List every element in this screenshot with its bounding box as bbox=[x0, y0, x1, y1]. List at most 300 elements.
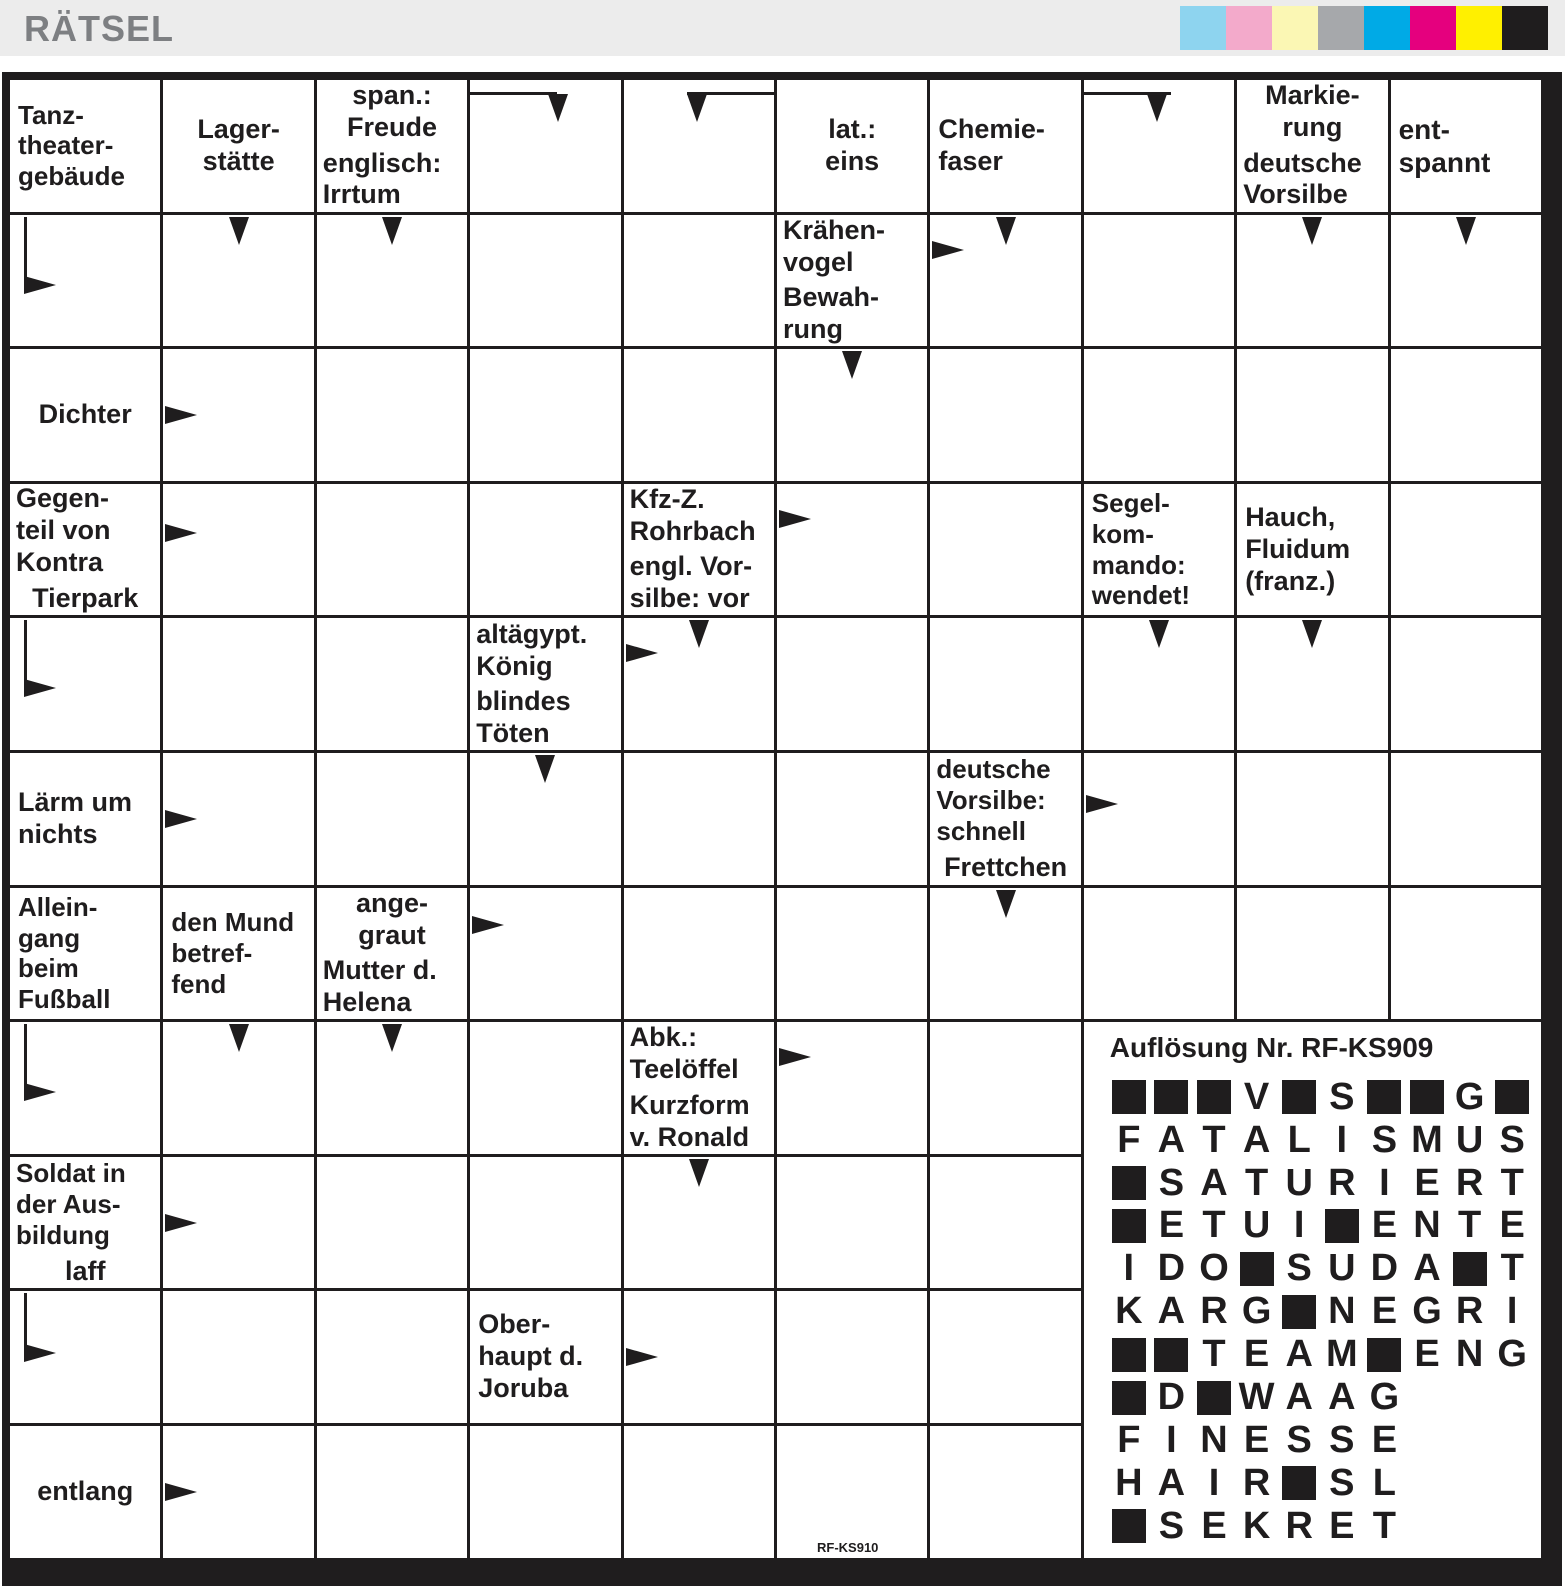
crossword-grid bbox=[2, 72, 1562, 1586]
down-arrow-icon bbox=[1147, 94, 1167, 122]
solution-letter: T bbox=[1500, 1247, 1524, 1290]
solution-letter: M bbox=[1411, 1118, 1443, 1161]
clue-text: den Mund bbox=[171, 907, 295, 938]
clue-text: betref- bbox=[171, 938, 253, 969]
solution-block bbox=[1363, 1076, 1405, 1118]
clue-text: altägypt. bbox=[476, 618, 588, 649]
right-arrow-icon bbox=[779, 510, 811, 528]
clue-text: graut bbox=[358, 919, 426, 950]
solution-letter: K bbox=[1115, 1290, 1143, 1333]
solution-letter: S bbox=[1158, 1161, 1185, 1204]
solution-letter: E bbox=[1329, 1504, 1355, 1547]
solution-letter: N bbox=[1200, 1418, 1228, 1461]
solution-letter: R bbox=[1242, 1461, 1271, 1504]
clue-cell bbox=[163, 888, 313, 1020]
solution-letter: S bbox=[1499, 1118, 1525, 1161]
down-arrow-icon bbox=[996, 890, 1016, 918]
solution-block bbox=[1108, 1205, 1150, 1247]
clue-text: haupt d. bbox=[478, 1341, 584, 1372]
grid-cell bbox=[777, 753, 927, 885]
right-arrow-icon bbox=[165, 1214, 197, 1232]
grid-cell bbox=[470, 1426, 620, 1558]
solution-letter: E bbox=[1414, 1333, 1440, 1376]
arrow-stem bbox=[24, 217, 27, 285]
clue-text: Freude bbox=[346, 112, 437, 143]
clue-text: Allein- bbox=[18, 892, 98, 923]
down-arrow-icon bbox=[229, 1024, 249, 1052]
grid-cell bbox=[470, 484, 620, 616]
clue-text: mando: bbox=[1091, 549, 1186, 580]
clue-cell bbox=[10, 484, 160, 579]
arrow-stem bbox=[24, 620, 27, 688]
solution-block bbox=[1406, 1076, 1448, 1118]
clue-text: ent- bbox=[1398, 113, 1450, 145]
down-arrow-icon bbox=[535, 755, 555, 783]
solution-block bbox=[1278, 1462, 1320, 1504]
color-swatch bbox=[1364, 6, 1410, 50]
grid-cell bbox=[930, 1426, 1080, 1558]
clue-cell bbox=[317, 955, 467, 1019]
solution-letter: S bbox=[1158, 1504, 1185, 1547]
solution-letter: E bbox=[1201, 1504, 1227, 1547]
clue-text: Hauch, bbox=[1245, 501, 1336, 532]
clue-cell bbox=[624, 1090, 774, 1154]
solution-letter: O bbox=[1199, 1247, 1229, 1290]
grid-cell bbox=[317, 618, 467, 750]
clue-text: Töten bbox=[476, 717, 550, 748]
solution-letter: D bbox=[1157, 1376, 1186, 1418]
solution-block bbox=[1278, 1076, 1320, 1118]
clue-text: spannt bbox=[1398, 146, 1491, 178]
grid-cell bbox=[624, 215, 774, 347]
clue-text: Lärm um bbox=[18, 786, 133, 817]
down-arrow-icon bbox=[382, 217, 402, 245]
clue-text: Ober- bbox=[478, 1309, 551, 1340]
solution-letter: S bbox=[1329, 1075, 1355, 1118]
clue-text: faser bbox=[938, 145, 1003, 176]
solution-title: Auflösung Nr. RF-KS909 bbox=[1109, 1032, 1434, 1064]
arrow-stem bbox=[24, 1024, 27, 1092]
grid-cell bbox=[317, 1291, 467, 1423]
solution-letter: E bbox=[1371, 1204, 1398, 1247]
clue-text: nichts bbox=[18, 818, 98, 849]
clue-text: engl. Vor- bbox=[629, 551, 753, 582]
clue-text: teil von bbox=[16, 515, 111, 546]
solution-letter: A bbox=[1328, 1376, 1356, 1418]
color-swatch bbox=[1502, 6, 1548, 50]
clue-text: Markie- bbox=[1265, 80, 1360, 111]
grid-cell bbox=[317, 484, 467, 616]
clue-text: eins bbox=[825, 145, 880, 176]
clue-text: stätte bbox=[202, 145, 275, 176]
clue-text: schnell bbox=[936, 815, 1026, 846]
clue-cell bbox=[624, 551, 774, 615]
clue-text: Fußball bbox=[18, 984, 111, 1015]
arrow-stem bbox=[687, 92, 774, 95]
solution-letter: N bbox=[1328, 1290, 1356, 1333]
down-arrow-icon bbox=[1302, 620, 1322, 648]
solution-letter: S bbox=[1286, 1247, 1312, 1290]
grid-cell bbox=[1237, 888, 1387, 1020]
solution-letter: G bbox=[1412, 1290, 1442, 1333]
grid-cell bbox=[470, 349, 620, 481]
clue-cell bbox=[930, 80, 1080, 212]
down-arrow-icon bbox=[1149, 620, 1169, 648]
grid-cell bbox=[624, 753, 774, 885]
down-arrow-icon bbox=[1456, 217, 1476, 245]
clue-text: wendet! bbox=[1091, 580, 1191, 611]
solution-letter: U bbox=[1285, 1161, 1313, 1204]
clue-text: Frettchen bbox=[944, 851, 1068, 882]
grid-cell bbox=[930, 1022, 1080, 1154]
right-arrow-icon bbox=[932, 241, 964, 259]
solution-letter: A bbox=[1242, 1118, 1271, 1161]
clue-text: fend bbox=[171, 968, 227, 999]
clue-text: deutsche bbox=[936, 754, 1051, 785]
clue-text: v. Ronald bbox=[629, 1121, 750, 1152]
grid-cell bbox=[470, 80, 620, 212]
clue-cell bbox=[777, 80, 927, 212]
clue-text: Tanz- bbox=[18, 99, 84, 130]
down-arrow-icon bbox=[229, 217, 249, 245]
solution-letter: S bbox=[1329, 1461, 1355, 1504]
solution-letter: L bbox=[1287, 1118, 1311, 1161]
clue-cell bbox=[317, 80, 467, 144]
grid-cell bbox=[624, 349, 774, 481]
solution-block bbox=[1193, 1076, 1235, 1118]
color-swatch bbox=[1226, 6, 1272, 50]
solution-letter: I bbox=[1293, 1204, 1305, 1247]
solution-block bbox=[1108, 1162, 1150, 1204]
clue-text: vogel bbox=[783, 246, 854, 277]
clue-cell bbox=[10, 1255, 160, 1289]
grid-cell bbox=[777, 1291, 927, 1423]
solution-letter: T bbox=[1372, 1504, 1396, 1547]
header-bar bbox=[0, 0, 1565, 56]
clue-text: blindes bbox=[476, 685, 571, 716]
clue-cell bbox=[317, 147, 467, 211]
grid-cell bbox=[470, 215, 620, 347]
puzzle-code: RF-KS910 bbox=[817, 1539, 879, 1555]
grid-cell bbox=[470, 1157, 620, 1289]
clue-text: ange- bbox=[355, 887, 428, 918]
clue-text: rung bbox=[783, 314, 843, 345]
solution-letter: U bbox=[1328, 1247, 1356, 1290]
solution-block bbox=[1108, 1076, 1150, 1118]
clue-cell bbox=[1237, 80, 1387, 144]
grid-cell bbox=[1084, 753, 1234, 885]
clue-cell bbox=[10, 582, 160, 616]
solution-letter: E bbox=[1499, 1204, 1525, 1247]
grid-cell bbox=[930, 349, 1080, 481]
solution-letter: I bbox=[1336, 1118, 1348, 1161]
clue-text: Dichter bbox=[38, 399, 132, 430]
solution-letter: E bbox=[1158, 1204, 1185, 1247]
color-swatch bbox=[1272, 6, 1318, 50]
clue-text: (franz.) bbox=[1245, 565, 1336, 596]
grid-cell bbox=[777, 888, 927, 1020]
solution-letter: H bbox=[1115, 1461, 1143, 1504]
clue-text: Kontra bbox=[16, 547, 103, 578]
clue-text: Krähen- bbox=[783, 214, 886, 245]
right-arrow-icon bbox=[24, 276, 56, 294]
clue-text: theater- bbox=[18, 130, 114, 161]
clue-text: span.: bbox=[352, 80, 432, 111]
grid-cell bbox=[777, 1157, 927, 1289]
clue-text: Lager- bbox=[197, 113, 280, 144]
grid-cell bbox=[777, 618, 927, 750]
solution-letter: A bbox=[1413, 1247, 1441, 1290]
solution-letter: I bbox=[1208, 1461, 1220, 1504]
clue-cell bbox=[624, 484, 774, 548]
grid-cell bbox=[163, 484, 313, 616]
grid-cell bbox=[930, 1291, 1080, 1423]
solution-letter: I bbox=[1166, 1418, 1177, 1461]
grid-cell bbox=[1391, 349, 1541, 481]
clue-cell bbox=[317, 888, 467, 952]
solution-block bbox=[1108, 1334, 1150, 1376]
clue-text: Joruba bbox=[478, 1373, 569, 1404]
solution-letter: G bbox=[1497, 1333, 1527, 1376]
color-swatch bbox=[1410, 6, 1456, 50]
grid-cell bbox=[1391, 753, 1541, 885]
clue-cell bbox=[1237, 484, 1387, 616]
right-arrow-icon bbox=[165, 810, 197, 828]
clue-cell bbox=[10, 1157, 160, 1252]
right-arrow-icon bbox=[24, 1344, 56, 1362]
clue-cell bbox=[10, 349, 160, 481]
solution-letter: A bbox=[1157, 1461, 1186, 1504]
clue-cell bbox=[624, 1022, 774, 1086]
clue-cell bbox=[10, 1426, 160, 1558]
solution-block bbox=[1150, 1076, 1192, 1118]
clue-cell bbox=[163, 80, 313, 212]
grid-cell bbox=[317, 1426, 467, 1558]
clue-text: gang bbox=[18, 922, 81, 953]
clue-text: Mutter d. bbox=[322, 955, 437, 986]
clue-text: beim bbox=[18, 953, 79, 984]
clue-text: rung bbox=[1282, 112, 1343, 143]
solution-letter: R bbox=[1285, 1504, 1313, 1547]
grid-cell bbox=[930, 484, 1080, 616]
right-arrow-icon bbox=[165, 1483, 197, 1501]
grid-cell bbox=[163, 618, 313, 750]
clue-text: Kurzform bbox=[629, 1089, 750, 1120]
clue-text: lat.: bbox=[828, 113, 877, 144]
clue-text: Fluidum bbox=[1245, 533, 1351, 564]
grid-cell bbox=[163, 1291, 313, 1423]
solution-letter: A bbox=[1285, 1333, 1313, 1376]
clue-text: Soldat in bbox=[16, 1158, 126, 1189]
solution-block bbox=[1108, 1377, 1150, 1419]
solution-block bbox=[1321, 1205, 1363, 1247]
grid-cell bbox=[470, 1022, 620, 1154]
solution-letter: T bbox=[1244, 1161, 1269, 1204]
grid-cell bbox=[1391, 888, 1541, 1020]
solution-letter: D bbox=[1370, 1247, 1399, 1290]
solution-letter: R bbox=[1455, 1290, 1484, 1333]
clue-text: Tierpark bbox=[32, 582, 139, 613]
solution-block bbox=[1449, 1248, 1491, 1290]
clue-cell bbox=[470, 686, 620, 750]
down-arrow-icon bbox=[996, 217, 1016, 245]
grid-cell bbox=[777, 484, 927, 616]
color-swatch bbox=[1456, 6, 1502, 50]
down-arrow-icon bbox=[1302, 217, 1322, 245]
clue-text: englisch: bbox=[322, 147, 442, 178]
right-arrow-icon bbox=[1086, 795, 1118, 813]
solution-letter: E bbox=[1243, 1418, 1270, 1461]
solution-letter: F bbox=[1117, 1418, 1141, 1461]
grid-cell bbox=[624, 888, 774, 1020]
solution-letter: G bbox=[1454, 1075, 1485, 1118]
clue-text: Irrtum bbox=[322, 179, 401, 210]
solution-letter: E bbox=[1414, 1161, 1440, 1204]
grid-cell bbox=[777, 1022, 927, 1154]
solution-letter: K bbox=[1242, 1504, 1271, 1547]
right-arrow-icon bbox=[626, 644, 658, 662]
solution-letter: A bbox=[1285, 1376, 1313, 1418]
clue-text: Vorsilbe: bbox=[936, 785, 1046, 816]
clue-text: Chemie- bbox=[938, 113, 1045, 144]
solution-letter: I bbox=[1379, 1161, 1390, 1204]
grid-cell bbox=[1391, 618, 1541, 750]
right-arrow-icon bbox=[165, 524, 197, 542]
solution-letter: F bbox=[1117, 1118, 1141, 1161]
clue-text: Abk.: bbox=[629, 1022, 698, 1053]
solution-letter: T bbox=[1457, 1204, 1482, 1247]
clue-text: Kfz-Z. bbox=[629, 484, 705, 515]
solution-letter: A bbox=[1157, 1290, 1186, 1333]
solution-letter: U bbox=[1455, 1118, 1484, 1161]
clue-cell bbox=[10, 80, 160, 212]
solution-letter: G bbox=[1369, 1376, 1400, 1418]
page-title: RÄTSEL bbox=[24, 8, 174, 49]
down-arrow-icon bbox=[382, 1024, 402, 1052]
clue-text: bildung bbox=[16, 1219, 110, 1250]
down-arrow-icon bbox=[689, 1159, 709, 1187]
solution-letter: S bbox=[1286, 1418, 1312, 1461]
solution-block bbox=[1491, 1076, 1533, 1118]
solution-letter: U bbox=[1242, 1204, 1271, 1247]
solution-letter: R bbox=[1455, 1161, 1484, 1204]
clue-cell bbox=[930, 851, 1080, 885]
solution-letter: E bbox=[1371, 1418, 1398, 1461]
color-swatch bbox=[1318, 6, 1364, 50]
down-arrow-icon bbox=[842, 351, 862, 379]
grid-cell bbox=[317, 349, 467, 481]
clue-cell bbox=[10, 753, 160, 885]
clue-text: laff bbox=[64, 1255, 106, 1286]
clue-text: Vorsilbe bbox=[1243, 179, 1348, 210]
right-arrow-icon bbox=[779, 1048, 811, 1066]
clue-text: silbe: vor bbox=[629, 583, 750, 614]
solution-letter: I bbox=[1506, 1290, 1518, 1333]
clue-text: König bbox=[476, 650, 553, 681]
solution-letter: E bbox=[1243, 1333, 1270, 1376]
solution-letter: S bbox=[1329, 1418, 1355, 1461]
solution-letter: T bbox=[1500, 1161, 1524, 1204]
grid-cell bbox=[930, 1157, 1080, 1289]
solution-block bbox=[1363, 1334, 1405, 1376]
solution-letter: T bbox=[1202, 1118, 1226, 1161]
solution-letter: I bbox=[1123, 1247, 1135, 1290]
clue-text: gebäude bbox=[18, 161, 125, 192]
grid-cell bbox=[930, 618, 1080, 750]
solution-letter: M bbox=[1325, 1333, 1358, 1376]
grid-cell bbox=[470, 888, 620, 1020]
clue-cell bbox=[777, 215, 927, 279]
solution-letter: N bbox=[1455, 1333, 1484, 1376]
grid-cell bbox=[317, 753, 467, 885]
clue-text: Rohrbach bbox=[629, 515, 756, 546]
right-arrow-icon bbox=[24, 679, 56, 697]
color-swatch bbox=[1180, 6, 1226, 50]
clue-text: Teelöffel bbox=[629, 1054, 739, 1085]
solution-letter: T bbox=[1202, 1333, 1226, 1376]
solution-letter: W bbox=[1238, 1376, 1275, 1418]
clue-text: Bewah- bbox=[783, 282, 880, 313]
solution-block bbox=[1150, 1334, 1192, 1376]
clue-cell bbox=[470, 1291, 620, 1423]
solution-block bbox=[1193, 1377, 1235, 1419]
down-arrow-icon bbox=[548, 94, 568, 122]
clue-cell bbox=[10, 888, 160, 1020]
down-arrow-icon bbox=[687, 94, 707, 122]
clue-text: Helena bbox=[322, 987, 412, 1018]
clue-text: Segel- bbox=[1091, 488, 1170, 519]
solution-letter: E bbox=[1371, 1290, 1398, 1333]
solution-letter: S bbox=[1371, 1118, 1398, 1161]
grid-cell bbox=[624, 1426, 774, 1558]
color-calibration-strip bbox=[1180, 6, 1548, 50]
right-arrow-icon bbox=[165, 406, 197, 424]
grid-cell bbox=[1084, 349, 1234, 481]
solution-block bbox=[1278, 1291, 1320, 1333]
clue-cell bbox=[1237, 147, 1387, 211]
solution-letter: R bbox=[1328, 1161, 1356, 1204]
right-arrow-icon bbox=[472, 916, 504, 934]
solution-letter: L bbox=[1372, 1461, 1396, 1504]
solution-letter: G bbox=[1241, 1290, 1272, 1333]
clue-cell bbox=[1391, 80, 1541, 212]
clue-cell bbox=[777, 282, 927, 346]
clue-text: entlang bbox=[37, 1475, 134, 1506]
grid-cell bbox=[1084, 888, 1234, 1020]
clue-text: Gegen- bbox=[16, 483, 110, 514]
arrow-stem bbox=[470, 92, 557, 95]
solution-letter: R bbox=[1200, 1290, 1228, 1333]
arrow-stem bbox=[1084, 92, 1171, 95]
grid-cell bbox=[317, 1157, 467, 1289]
solution-letter: V bbox=[1243, 1075, 1270, 1118]
clue-text: deutsche bbox=[1243, 147, 1362, 178]
clue-cell bbox=[1084, 484, 1234, 616]
solution-letter: A bbox=[1157, 1118, 1186, 1161]
clue-cell bbox=[470, 618, 620, 682]
clue-text: der Aus- bbox=[16, 1188, 121, 1219]
solution-letter: A bbox=[1200, 1161, 1228, 1204]
solution-letter: N bbox=[1413, 1204, 1441, 1247]
solution-letter: D bbox=[1157, 1247, 1186, 1290]
clue-text: kom- bbox=[1091, 518, 1154, 549]
right-arrow-icon bbox=[626, 1348, 658, 1366]
grid-cell bbox=[1084, 215, 1234, 347]
solution-block bbox=[1236, 1248, 1278, 1290]
down-arrow-icon bbox=[689, 620, 709, 648]
solution-letter: T bbox=[1202, 1204, 1226, 1247]
solution-block bbox=[1108, 1505, 1150, 1547]
